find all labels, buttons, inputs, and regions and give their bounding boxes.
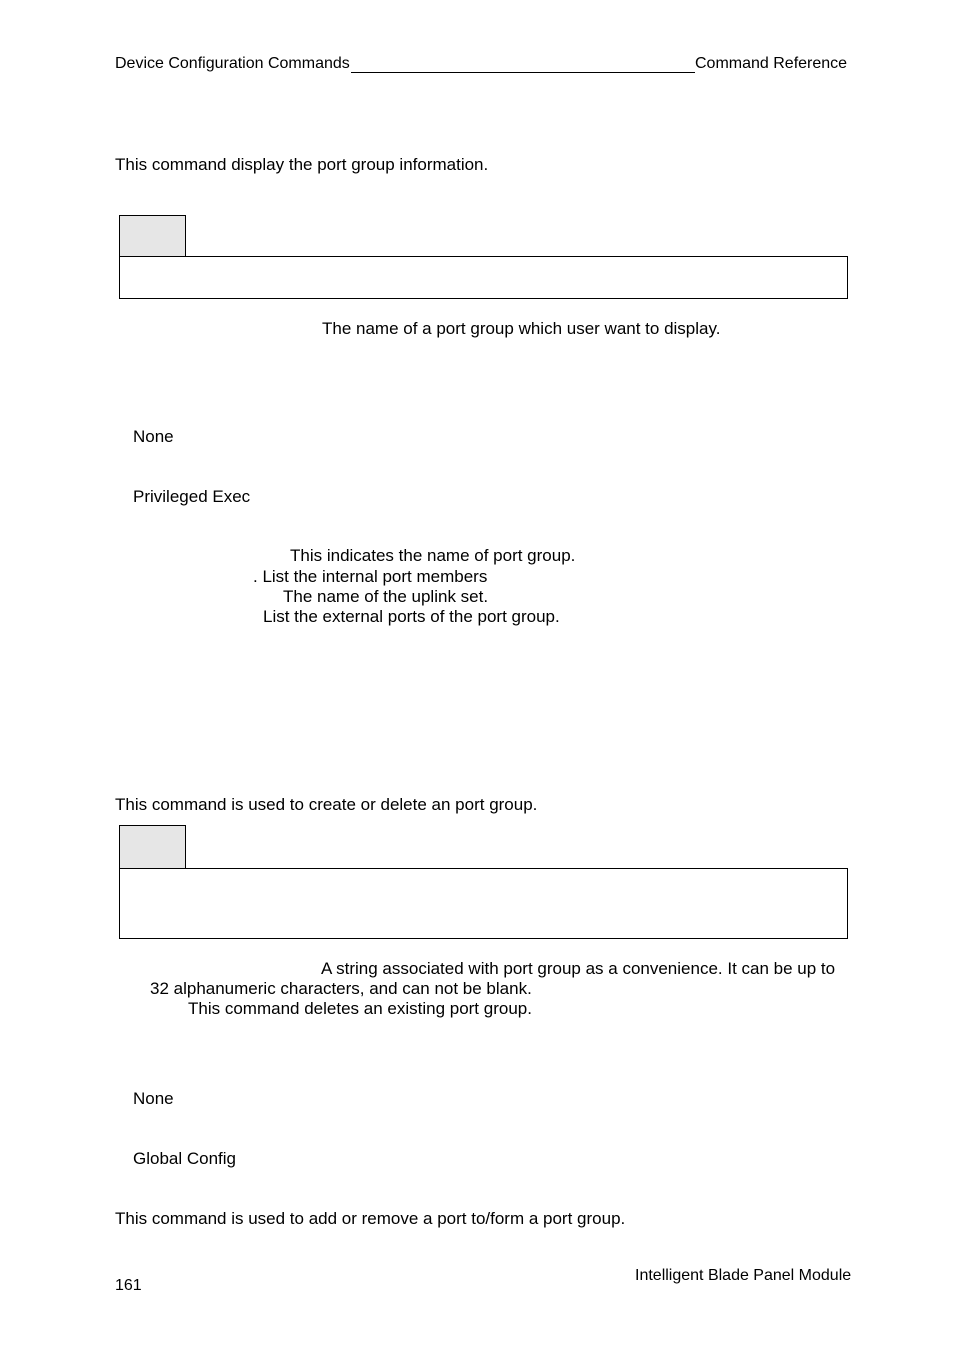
section2-no-form-desc: This command deletes an existing port group. bbox=[188, 999, 532, 1018]
section1-output-field: The name of the uplink set. bbox=[283, 587, 489, 606]
section1-default: None bbox=[133, 427, 174, 446]
section2-param-desc-line2: 32 alphanumeric characters, and can not be blank. bbox=[150, 979, 532, 998]
section1-format-tab bbox=[119, 215, 186, 256]
section1-output-field: . List the internal port members bbox=[253, 567, 488, 586]
section3-description: This command is used to add or remove a port to/form a port group. bbox=[115, 1209, 626, 1228]
section1-param-desc: The name of a port group which user want to display. bbox=[322, 319, 721, 338]
header-left: Device Configuration Commands bbox=[115, 55, 350, 72]
section1-output-field: This indicates the name of port group. bbox=[290, 546, 576, 565]
section1-mode: Privileged Exec bbox=[133, 487, 251, 506]
footer-product: Intelligent Blade Panel Module bbox=[635, 1267, 852, 1284]
section2-description: This command is used to create or delete an port group. bbox=[115, 795, 538, 814]
section1-format-box bbox=[119, 256, 848, 299]
section2-format-box bbox=[119, 868, 848, 939]
section2-param-desc-line1: A string associated with port group as a convenience. It can be up to bbox=[321, 959, 836, 978]
section1-description: This command display the port group information. bbox=[115, 155, 489, 174]
section2-mode: Global Config bbox=[133, 1149, 237, 1168]
section1-output-field: List the external ports of the port group. bbox=[263, 607, 560, 626]
section2-format-tab bbox=[119, 825, 186, 869]
section2-default: None bbox=[133, 1089, 174, 1108]
page-number: 161 bbox=[115, 1277, 142, 1294]
header-rule bbox=[351, 53, 695, 73]
header-right: Command Reference bbox=[695, 55, 848, 72]
